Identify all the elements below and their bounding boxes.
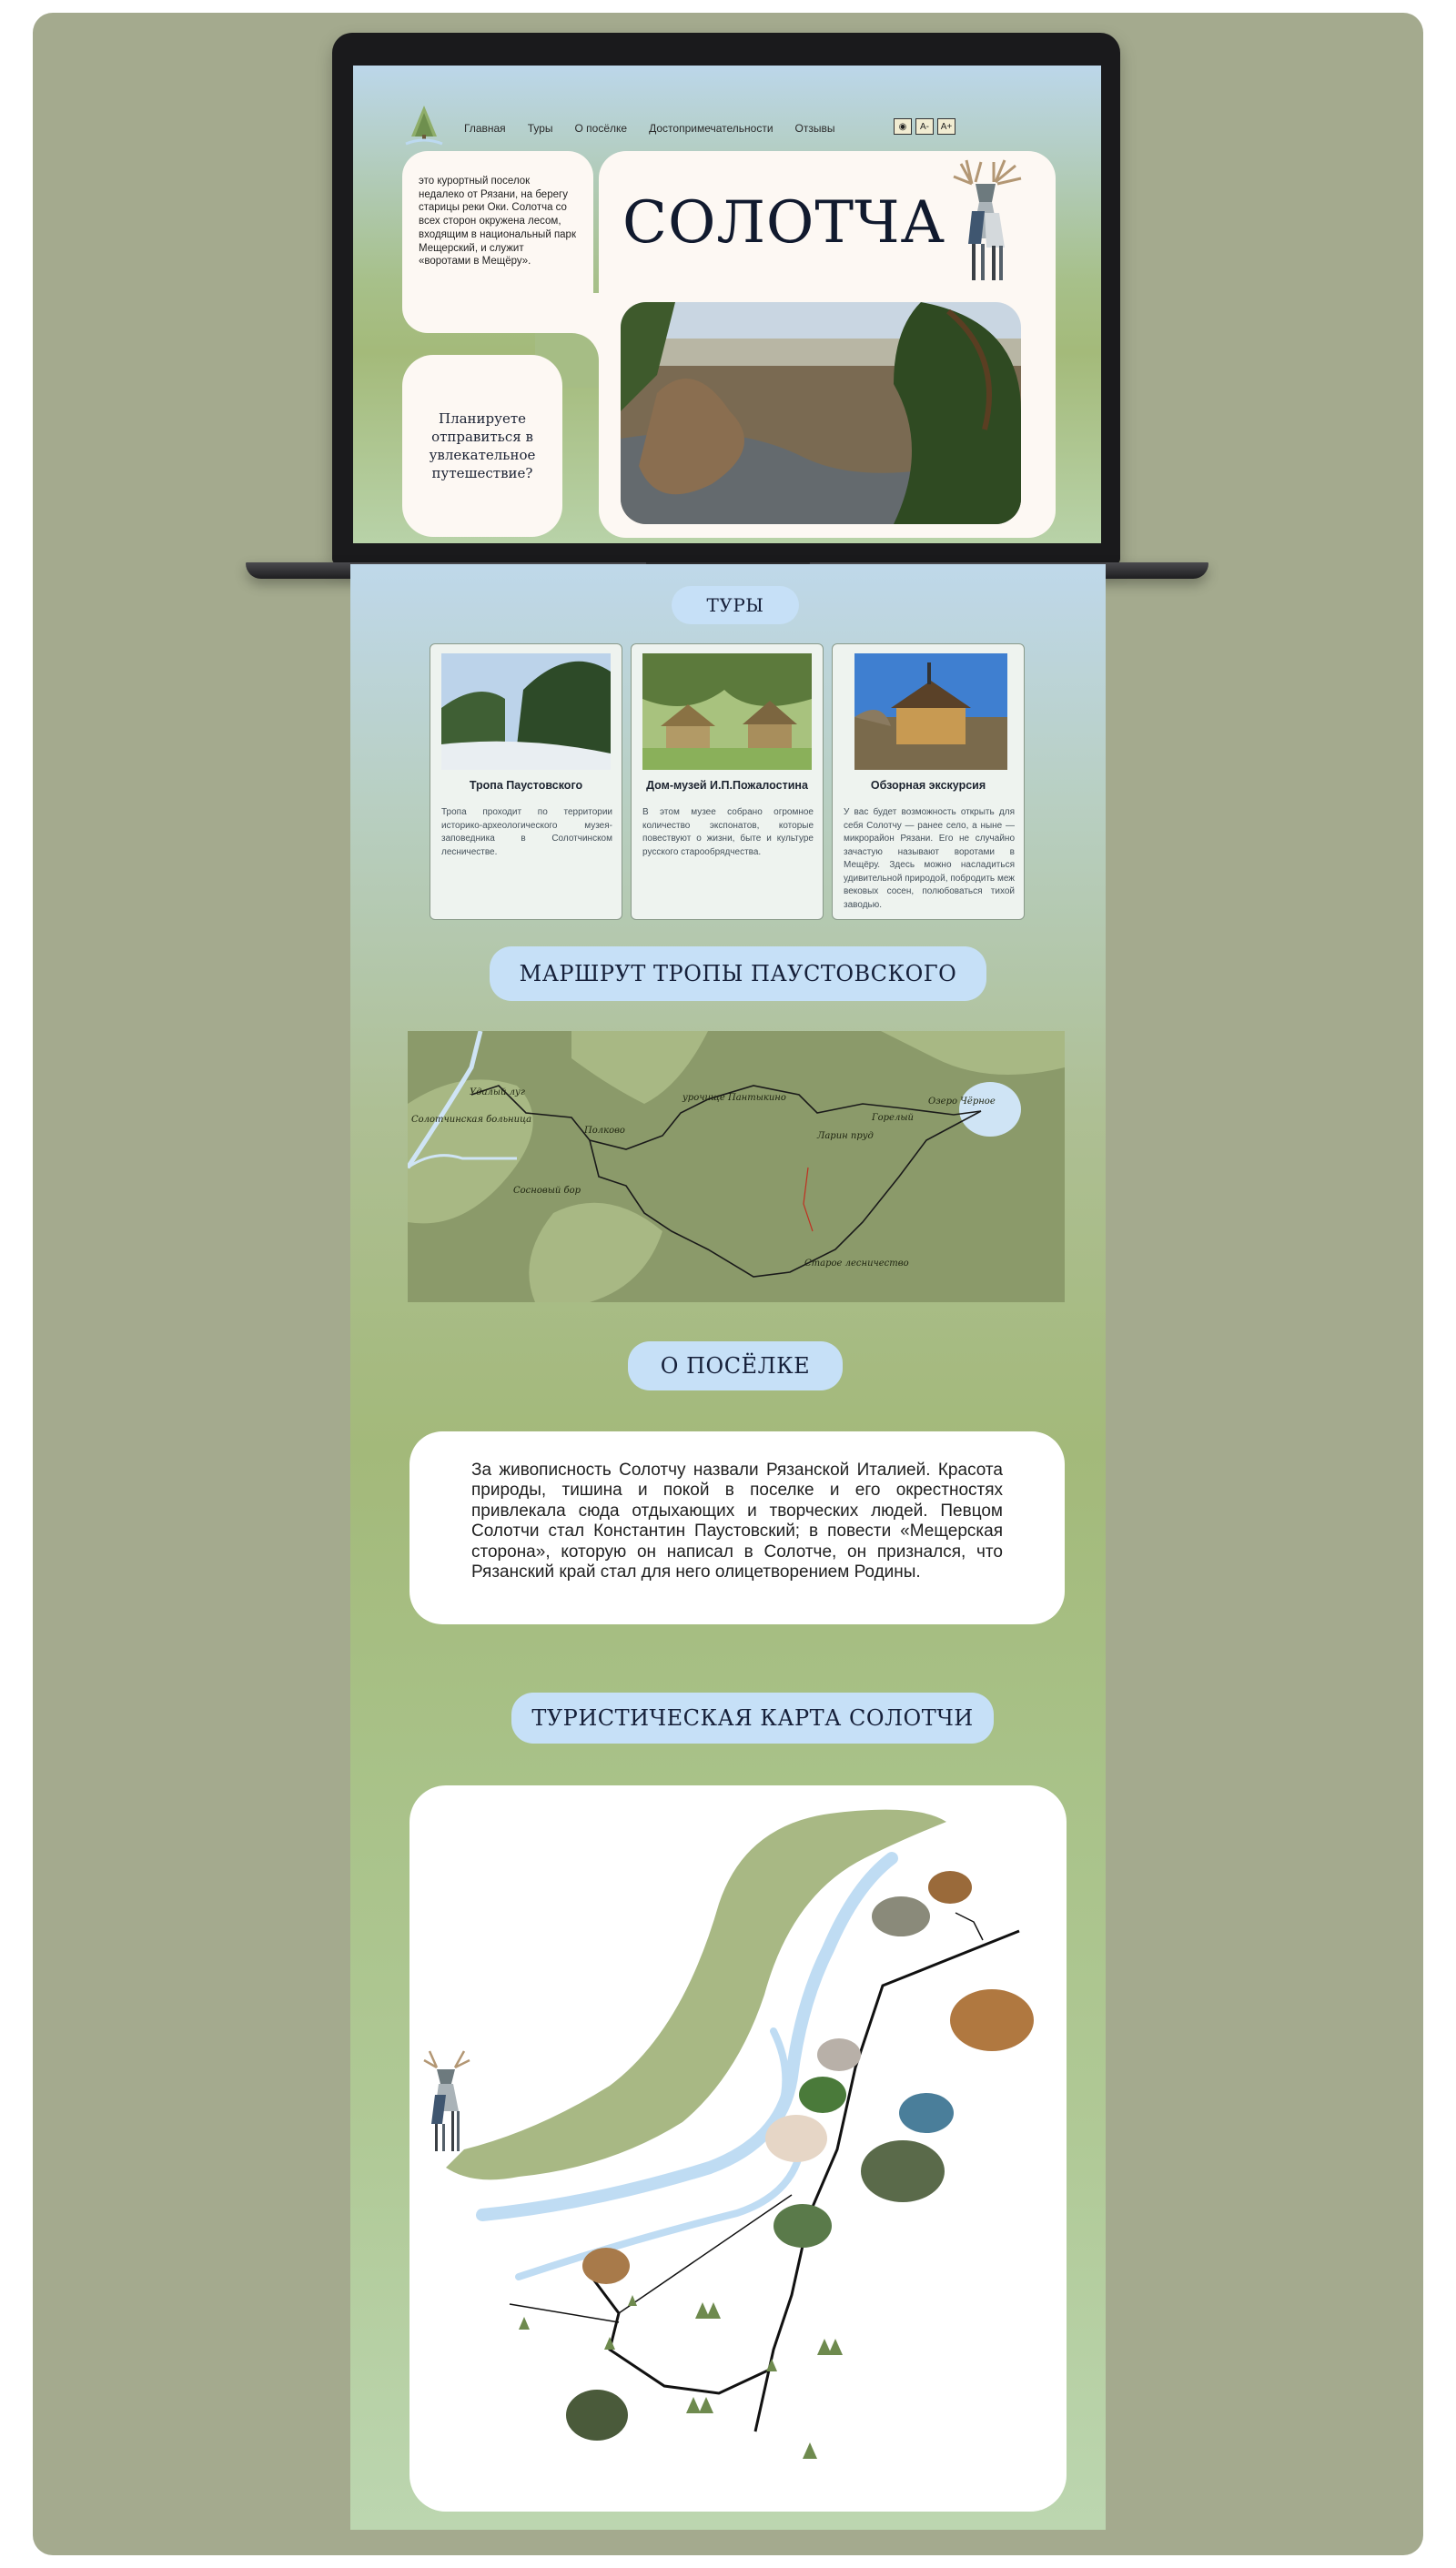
tourist-map[interactable] [410, 1785, 1067, 2512]
tourist-map-heading: ТУРИСТИЧЕСКАЯ КАРТА СОЛОТЧИ [511, 1693, 994, 1744]
route-label-polkovo: Полково [584, 1126, 625, 1136]
laptop-screen [353, 66, 1101, 543]
route-label-lake: Озеро Чёрное [928, 1097, 996, 1107]
route-label-larin: Ларин пруд [817, 1131, 874, 1141]
moose-icon [424, 2051, 470, 2151]
about-card [410, 1431, 1065, 1624]
route-label-hospital: Солотчинская больница [411, 1115, 532, 1125]
accessibility-controls [894, 118, 956, 135]
nav-home[interactable]: Главная [464, 122, 506, 135]
tour-image-gazebo [854, 653, 1007, 770]
tour-image-museum [642, 653, 812, 770]
tour-title: Дом-музей И.П.Пожалостина [646, 779, 808, 792]
route-label-pantykino: урочище Пантыкино [682, 1093, 786, 1103]
tour-desc: В этом музее собрано огромное количество экспонатов, которые повествуют о жизни, быте и культуре русского старообрядчества. [642, 807, 814, 857]
nav-reviews[interactable]: Отзывы [794, 122, 835, 135]
tree-icons [519, 2295, 843, 2459]
eye-icon[interactable]: ◉ [894, 118, 912, 135]
tour-card-museum[interactable] [631, 643, 824, 920]
tour-title: Тропа Паустовского [469, 779, 583, 792]
nav-about[interactable]: О посёлке [574, 122, 628, 135]
logo-icon [404, 104, 444, 147]
font-increase-button[interactable]: A+ [937, 118, 956, 135]
nav-tours[interactable]: Туры [527, 122, 553, 135]
route-heading: МАРШРУТ ТРОПЫ ПАУСТОВСКОГО [490, 946, 986, 1001]
font-decrease-button[interactable]: A- [915, 118, 934, 135]
tour-desc: Тропа проходит по территории историко-археологического музея-заповедника в Солотчинском лесничестве. [441, 807, 612, 857]
plan-trip-text: Планируете отправиться в увлекательное путешествие? [429, 409, 536, 482]
hero-photo [621, 302, 1021, 524]
page-title: СОЛОТЧА [622, 189, 945, 257]
nav-links [464, 122, 835, 135]
plan-trip-card[interactable] [402, 355, 562, 537]
tour-image-forest [441, 653, 611, 770]
route-label-forestry: Старое лесничество [804, 1259, 909, 1269]
tour-desc: У вас будет возможность открыть для себя Солотчу — ранее село, а ныне — микрорайон Рязани. Его не случайно зачастую называют воротами в Мещёру. Здесь можно насладиться удивительной природой, побродить меж вековых сосен, полюбоваться тихой заводью. [844, 807, 1015, 910]
tours-heading: ТУРЫ [672, 586, 799, 624]
route-label-udaly: Удалый луг [470, 1087, 525, 1097]
route-label-pine: Сосновый бор [513, 1186, 581, 1196]
moose-icon [945, 157, 1026, 284]
hero-intro-text: это курортный поселок недалеко от Рязани, на берегу старицы реки Оки. Солотча со всех сторон окружена лесом, входящим в национальный парк Мещерский, и служит «воротами в Мещёру». [419, 176, 576, 268]
about-text: За живописность Солотчу назвали Рязанской Италией. Красота природы, тишина и покой в поселке и его окрестностях привлекала сюда отдыхающих и творческих людей. Певцом Солотчи стал Константин Паустовский; в повести «Мещерская сторона», которую он написал в Солотче, он признался, что Рязанский край стал для него олицетворением Родины. [471, 1461, 1003, 1582]
about-heading: О ПОСЁЛКЕ [628, 1341, 843, 1390]
tour-card-paustovsky[interactable] [430, 643, 622, 920]
tour-title: Обзорная экскурсия [870, 779, 986, 792]
hero-intro-card [402, 151, 593, 333]
nav-sights[interactable]: Достопримечательности [649, 122, 774, 135]
tour-card-overview[interactable] [832, 643, 1025, 920]
navbar [353, 84, 1101, 138]
route-map[interactable] [408, 1031, 1065, 1302]
map-photo-markers [566, 1871, 1034, 2441]
route-label-gorely: Горелый [872, 1113, 914, 1123]
